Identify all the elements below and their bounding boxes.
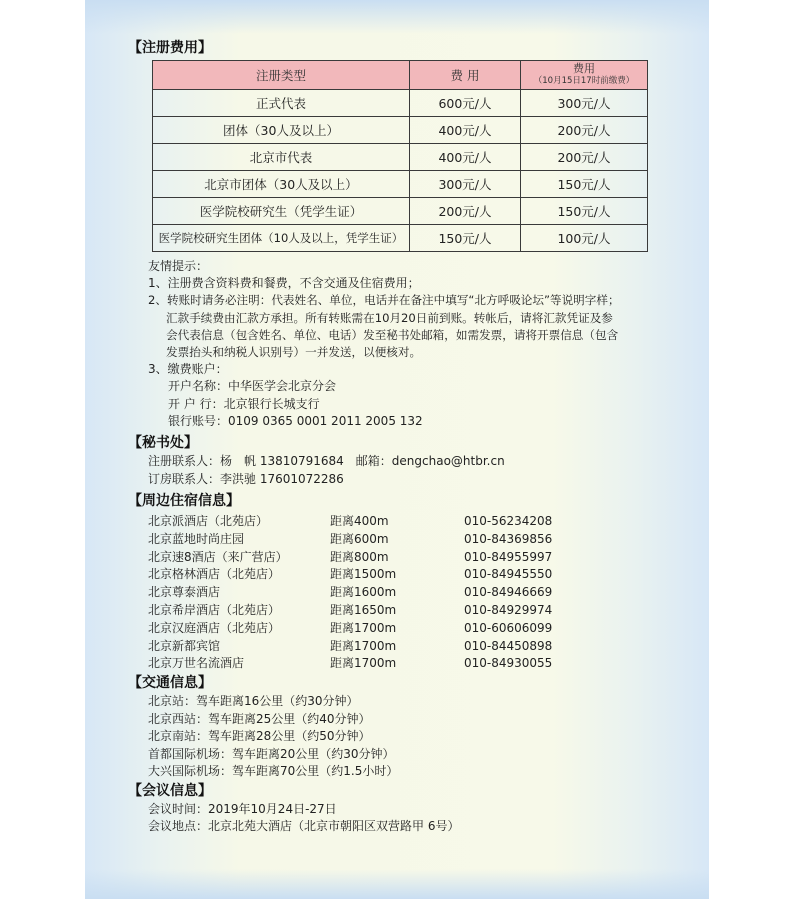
cell-early: 150元/人 [521, 171, 648, 198]
cell-fee: 200元/人 [410, 198, 521, 225]
list-item [148, 549, 670, 567]
traffic-info [148, 693, 670, 781]
meeting-title: 【会议信息】 [128, 782, 212, 799]
hotel-distance: 距离1700m [330, 638, 397, 653]
hotel-list [130, 513, 670, 673]
hotels-title: 【周边住宿信息】 [128, 493, 240, 510]
cell-type: 正式代表 [153, 90, 410, 117]
list-item [148, 602, 670, 620]
hotel-distance: 距离1500m [330, 567, 397, 582]
table-row [153, 171, 648, 198]
traffic-line: 首都国际机场：驾车距离20公里（约30分钟） [148, 746, 395, 761]
traffic-line: 大兴国际机场：驾车距离70公里（约1.5小时） [148, 764, 399, 779]
meeting-place: 会议地点：北京北苑大酒店（北京市朝阳区双营路甲 6号） [148, 819, 460, 834]
cell-early: 100元/人 [521, 225, 648, 252]
hotel-phone: 010-56234208 [464, 514, 553, 529]
cell-fee: 150元/人 [410, 225, 521, 252]
table-row [153, 225, 648, 252]
cell-early: 200元/人 [521, 144, 648, 171]
cell-type: 北京市团体（30人及以上） [153, 171, 410, 198]
table-row [153, 90, 648, 117]
registration-contact: 注册联系人：杨 帆 13810791684 邮箱：dengchao@htbr.cn [148, 454, 505, 469]
note-2-cont: 发票抬头和纳税人识别号）一并发送，以便核对。 [166, 345, 422, 360]
hotel-name: 北京速8酒店（来广营店） [148, 549, 288, 564]
header-early-fee-label: 费用 [573, 62, 595, 75]
cell-fee: 600元/人 [410, 90, 521, 117]
list-item [148, 655, 670, 673]
hotel-phone: 010-84945550 [464, 567, 553, 582]
hotel-distance: 距离600m [330, 531, 389, 546]
note-1: 1、注册费含资料费和餐费，不含交通及住宿费用； [148, 276, 420, 291]
cell-early: 200元/人 [521, 117, 648, 144]
cell-early: 150元/人 [521, 198, 648, 225]
document-content [130, 38, 670, 836]
hotel-name: 北京新都宾馆 [148, 638, 221, 653]
header-early-fee [521, 61, 648, 90]
registration-title: 【注册费用】 [128, 40, 212, 56]
hotel-name: 北京汉庭酒店（北苑店） [148, 620, 281, 635]
cell-type: 团体（30人及以上） [153, 117, 410, 144]
traffic-line: 北京南站：驾车距离28公里（约50分钟） [148, 729, 371, 744]
hotel-distance: 距离800m [330, 549, 389, 564]
cell-type: 医学院校研究生团体（10人及以上，凭学生证） [153, 225, 410, 252]
cell-early: 300元/人 [521, 90, 648, 117]
booking-contact: 订房联系人：李洪驰 17601072286 [148, 471, 344, 486]
hotel-name: 北京派酒店（北苑店） [148, 514, 269, 529]
hotel-name: 北京蓝地时尚庄园 [148, 531, 245, 546]
hotel-distance: 距离1700m [330, 620, 397, 635]
hotel-distance: 距离1600m [330, 585, 397, 600]
list-item [148, 638, 670, 656]
hotel-phone: 010-84946669 [464, 585, 553, 600]
list-item [148, 584, 670, 602]
traffic-line: 北京西站：驾车距离25公里（约40分钟） [148, 711, 371, 726]
meeting-time: 会议时间：2019年10月24日-27日 [148, 801, 337, 816]
hotel-phone: 010-84929974 [464, 603, 553, 618]
traffic-line: 北京站：驾车距离16公里（约30分钟） [148, 694, 359, 709]
cell-fee: 400元/人 [410, 144, 521, 171]
cell-fee: 400元/人 [410, 117, 521, 144]
table-row [153, 198, 648, 225]
hotel-distance: 距离400m [330, 514, 389, 529]
cell-type: 医学院校研究生（凭学生证） [153, 198, 410, 225]
registration-fee-table [152, 60, 648, 252]
hotel-name: 北京尊泰酒店 [148, 585, 221, 600]
note-2: 2、转账时请务必注明：代表姓名、单位，电话并在备注中填写“北方呼吸论坛”等说明字样； [148, 293, 620, 308]
account-name: 开户名称：中华医学会北京分会 [168, 379, 337, 394]
notes-heading: 友情提示： [148, 259, 209, 273]
table-header-row [153, 61, 648, 90]
hotel-name: 北京万世名流酒店 [148, 656, 245, 671]
hotel-distance: 距离1700m [330, 656, 397, 671]
hotel-phone: 010-84450898 [464, 638, 553, 653]
header-type: 注册类型 [153, 61, 410, 90]
registration-notes [148, 258, 670, 430]
list-item [148, 566, 670, 584]
hotel-phone: 010-84930055 [464, 656, 553, 671]
hotel-phone: 010-84955997 [464, 549, 553, 564]
secretariat-title: 【秘书处】 [128, 435, 198, 452]
account-bank: 开 户 行：北京银行长城支行 [168, 396, 320, 411]
hotel-name: 北京格林酒店（北苑店） [148, 567, 281, 582]
meeting-info [148, 801, 670, 836]
note-2-cont: 会代表信息（包含姓名、单位、电话）发至秘书处邮箱，如需发票，请将开票信息（包含 [166, 327, 619, 342]
note-2-cont: 汇款手续费由汇款方承担。所有转账需在10月20日前到账。转帐后，请将汇款凭证及参 [166, 310, 613, 325]
header-fee: 费 用 [410, 61, 521, 90]
note-3: 3、缴费账户： [148, 362, 228, 377]
list-item [148, 531, 670, 549]
header-early-fee-note: （10月15日17时前缴费） [533, 76, 635, 86]
secretariat-info [148, 453, 670, 488]
list-item [148, 620, 670, 638]
cell-fee: 300元/人 [410, 171, 521, 198]
account-number: 银行账号：0109 0365 0001 2011 2005 132 [168, 413, 423, 428]
hotel-phone: 010-84369856 [464, 531, 553, 546]
hotel-name: 北京希岸酒店（北苑店） [148, 603, 281, 618]
hotel-distance: 距离1650m [330, 603, 397, 618]
list-item [148, 513, 670, 531]
table-row [153, 117, 648, 144]
cell-type: 北京市代表 [153, 144, 410, 171]
table-row [153, 144, 648, 171]
hotel-phone: 010-60606099 [464, 620, 553, 635]
traffic-title: 【交通信息】 [128, 675, 212, 692]
